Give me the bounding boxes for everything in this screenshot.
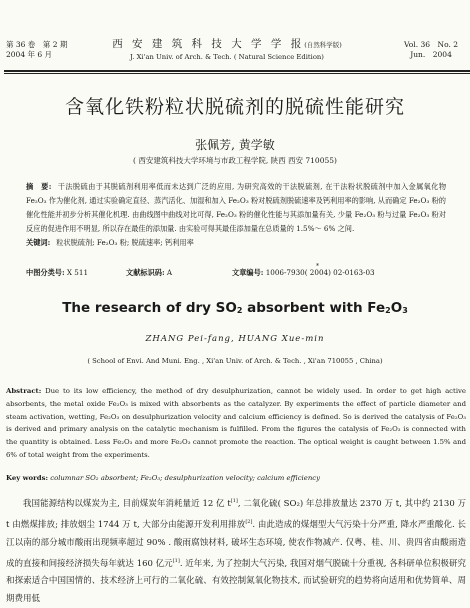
journal-header — [0, 34, 470, 68]
journal-name-en: J. Xi'an Univ. of Arch. & Tech. ( Natural Science Edition) — [130, 53, 324, 61]
affiliation-cn: ( 西安建筑科技大学环境与市政工程学院, 陕西 西安 710055) — [133, 156, 337, 165]
footnote-marker: * — [316, 263, 319, 270]
article-id: 文章编号: 1006-7930( 2004) 02-0163-03 — [232, 268, 375, 277]
body-text — [6, 492, 466, 608]
date-cn: 2004 年 6 月 — [6, 50, 53, 59]
keywords-cn-text: 粒状脱硫剂; Fe₂O₃ 粉; 脱硫速率; 钙利用率 — [56, 238, 194, 247]
keywords-cn-label: 关键词: — [26, 238, 51, 247]
authors-en: ZHANG Pei-fang, HUANG Xue-min — [145, 334, 325, 344]
keywords-en-label: Key words: — [6, 474, 49, 482]
abstract-en-label: Abstract: — [6, 387, 42, 395]
clc-number: 中图分类号: X 511 — [26, 268, 89, 277]
header-left — [6, 40, 67, 60]
header-center — [92, 36, 362, 61]
journal-name-cn: 西 安 建 筑 科 技 大 学 学 报(自然科学版) — [112, 38, 342, 50]
keywords-en — [6, 474, 466, 482]
authors-cn: 张佩芳, 黄学敏 — [195, 138, 275, 152]
keywords-en-text: columnar SO₂ absorbent; Fe₂O₃; desulphurization velocity; calcium efficiency — [48, 474, 321, 482]
journal-edition-cn: (自然科学版) — [304, 41, 342, 49]
abstract-cn-label: 摘 要: — [26, 182, 52, 191]
date-en: Jun. 2004 — [410, 50, 452, 59]
paper-title-en: The research of dry $SO_2$ absorbent with $Fe_2O_3$ — [62, 300, 408, 316]
abstract-en-text: Due to its low efficiency, the method of dry desulphurization, cannot be widely used. In order to get high active absorbents, the metal oxide Fe₂O₃ is mixed with absorbents as the catalyzer. By experiments the effect of particle diameter and steam activation, wetting, Fe₂O₃ on desulphurization velocity and calcium efficiency is defined. So is derived the catalysis of Fe₂O₃ is derived and primary analysis on the catalytic mechanism is fulfilled. From the figures the catalysis of Fe₂O₃ is connected with the quantity is obtained. Less Fe₂O₃ and more Fe₂O₃ cannot promote the reaction. The optical weight is caught between 1.5% and 6% of total weight from the experiments. — [6, 387, 466, 459]
abstract-en — [6, 385, 466, 462]
body-paragraph: 我国能源结构以煤炭为主, 目前煤炭年消耗量近 12 亿 t[1], 二氧化硫( SO₂) 年总排放量达 2370 万 t, 其中约 2130 万 t 由燃煤排放; 排放烟尘 1744 万 t, 大部分由能源开发利用排放[2]. 由此造成的煤烟型大气污染十分严重, 降水严重酸化. 长江以南的部分城市酸雨出现频率超过 90% . 酸雨腐蚀材料, 破坏生态环境, 使农作物减产. 仅粤、桂、川、贵四省由酸雨造成的直接和间接经济损失每年就达 160 亿元[1]. 近年来, 为了控制大气污染, 我国对烟气脱硫十分重视, 各科研单位积极研究和探索适合中国国情的、技术经济上可行的二氧化硫、有效控制氮氧化物技术, 而试验研究的趋势将向适用和优势简单、周期费用低 — [6, 498, 466, 605]
paper-title-cn: 含氧化铁粉粒状脱硫剂的脱硫性能研究 — [64, 96, 405, 118]
volume-issue-en: Vol. 36 No. 2 — [404, 40, 458, 49]
abstract-cn — [26, 180, 446, 250]
header-right — [404, 40, 458, 60]
volume-issue-cn: 第 36 卷 第 2 期 — [6, 40, 68, 49]
header-rule-thick — [4, 70, 470, 72]
document-code: 文献标识码: A — [126, 268, 173, 277]
abstract-cn-text: 干法脱硫由于其脱硫剂利用率低而未达到广泛的应用, 为研究高效的干法脱硫剂, 在干法粉状脱硫剂中加入金属氧化物 Fe₂O₃ 作为催化剂, 通过实验确定直径、蒸汽活化、加湿和加入 Fe₂O₃ 粉对脱硫剂脱硫速率及钙利用率的影响, 从而确定 Fe₂O₃ 粉的催化性能并初步分析其催化机理. 由曲线图中曲线对比可得, Fe₂O₃ 粉的催化性能与其添加量有关, 少量 Fe₂O₃ 粉与过量 Fe₂O₃ 粉对反应的促进作用不明显, 所以存在最佳的添加量. 由实验可得其最佳添加量在总质量的 1.5%～ 6% 之间. — [26, 182, 447, 233]
header-rule-thin — [4, 73, 470, 74]
affiliation-en: ( School of Envi. And Muni. Eng. , Xi'an Univ. of Arch. & Tech. , Xi'an 710055 , China) — [87, 357, 383, 365]
